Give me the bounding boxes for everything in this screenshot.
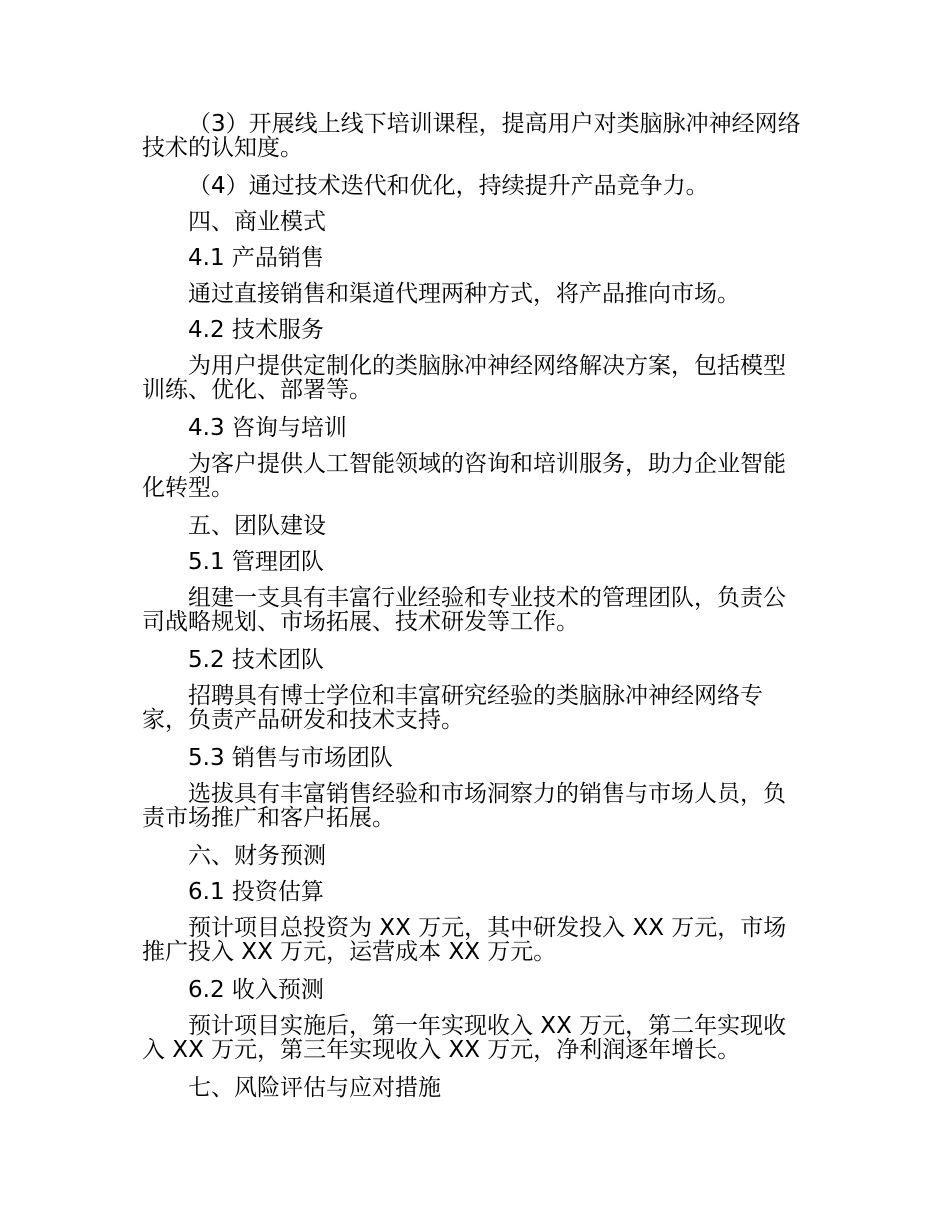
heading-risk-assessment: 七、风险评估与应对措施 xyxy=(188,1075,441,1101)
heading-team-building: 五、团队建设 xyxy=(188,513,326,539)
heading-financial-forecast: 六、财务预测 xyxy=(188,843,326,869)
heading-investment-estimate: 6.1 投资估算 xyxy=(188,879,324,905)
paragraph-product-sales: 通过直接销售和渠道代理两种方式，将产品推向市场。 xyxy=(188,281,740,307)
heading-management-team: 5.1 管理团队 xyxy=(188,549,324,575)
paragraph-revenue-forecast: 预计项目实施后，第一年实现收入 XX 万元，第二年实现收入 XX 万元，第三年实现收入 XX 万元，净利润逐年增长。 xyxy=(142,1013,787,1063)
paragraph-tech-iteration: （4）通过技术迭代和优化，持续提升产品竞争力。 xyxy=(188,173,709,199)
paragraph-management-team: 组建一支具有丰富行业经验和专业技术的管理团队，负责公司战略规划、市场拓展、技术研发等工作。 xyxy=(142,585,786,635)
heading-product-sales: 4.1 产品销售 xyxy=(188,245,324,271)
paragraph-consulting-training: 为客户提供人工智能领域的咨询和培训服务，助力企业智能化转型。 xyxy=(142,451,786,501)
paragraph-tech-services: 为用户提供定制化的类脑脉冲神经网络解决方案，包括模型训练、优化、部署等。 xyxy=(142,353,786,403)
paragraph-tech-team: 招聘具有博士学位和丰富研究经验的类脑脉冲神经网络专家，负责产品研发和技术支持。 xyxy=(142,683,763,733)
document-body xyxy=(142,104,806,1104)
heading-consulting-training: 4.3 咨询与培训 xyxy=(188,415,347,441)
heading-business-model: 四、商业模式 xyxy=(188,209,326,235)
paragraph-investment-estimate: 预计项目总投资为 XX 万元，其中研发投入 XX 万元，市场推广投入 XX 万元，运营成本 XX 万元。 xyxy=(142,915,787,965)
paragraph-sales-marketing-team: 选拔具有丰富销售经验和市场洞察力的销售与市场人员，负责市场推广和客户拓展。 xyxy=(142,781,786,831)
paragraph-training-courses: （3）开展线上线下培训课程，提高用户对类脑脉冲神经网络技术的认知度。 xyxy=(142,111,801,161)
heading-tech-team: 5.2 技术团队 xyxy=(188,647,324,673)
heading-tech-services: 4.2 技术服务 xyxy=(188,317,324,343)
heading-sales-marketing-team: 5.3 销售与市场团队 xyxy=(188,745,393,771)
heading-revenue-forecast: 6.2 收入预测 xyxy=(188,977,324,1003)
